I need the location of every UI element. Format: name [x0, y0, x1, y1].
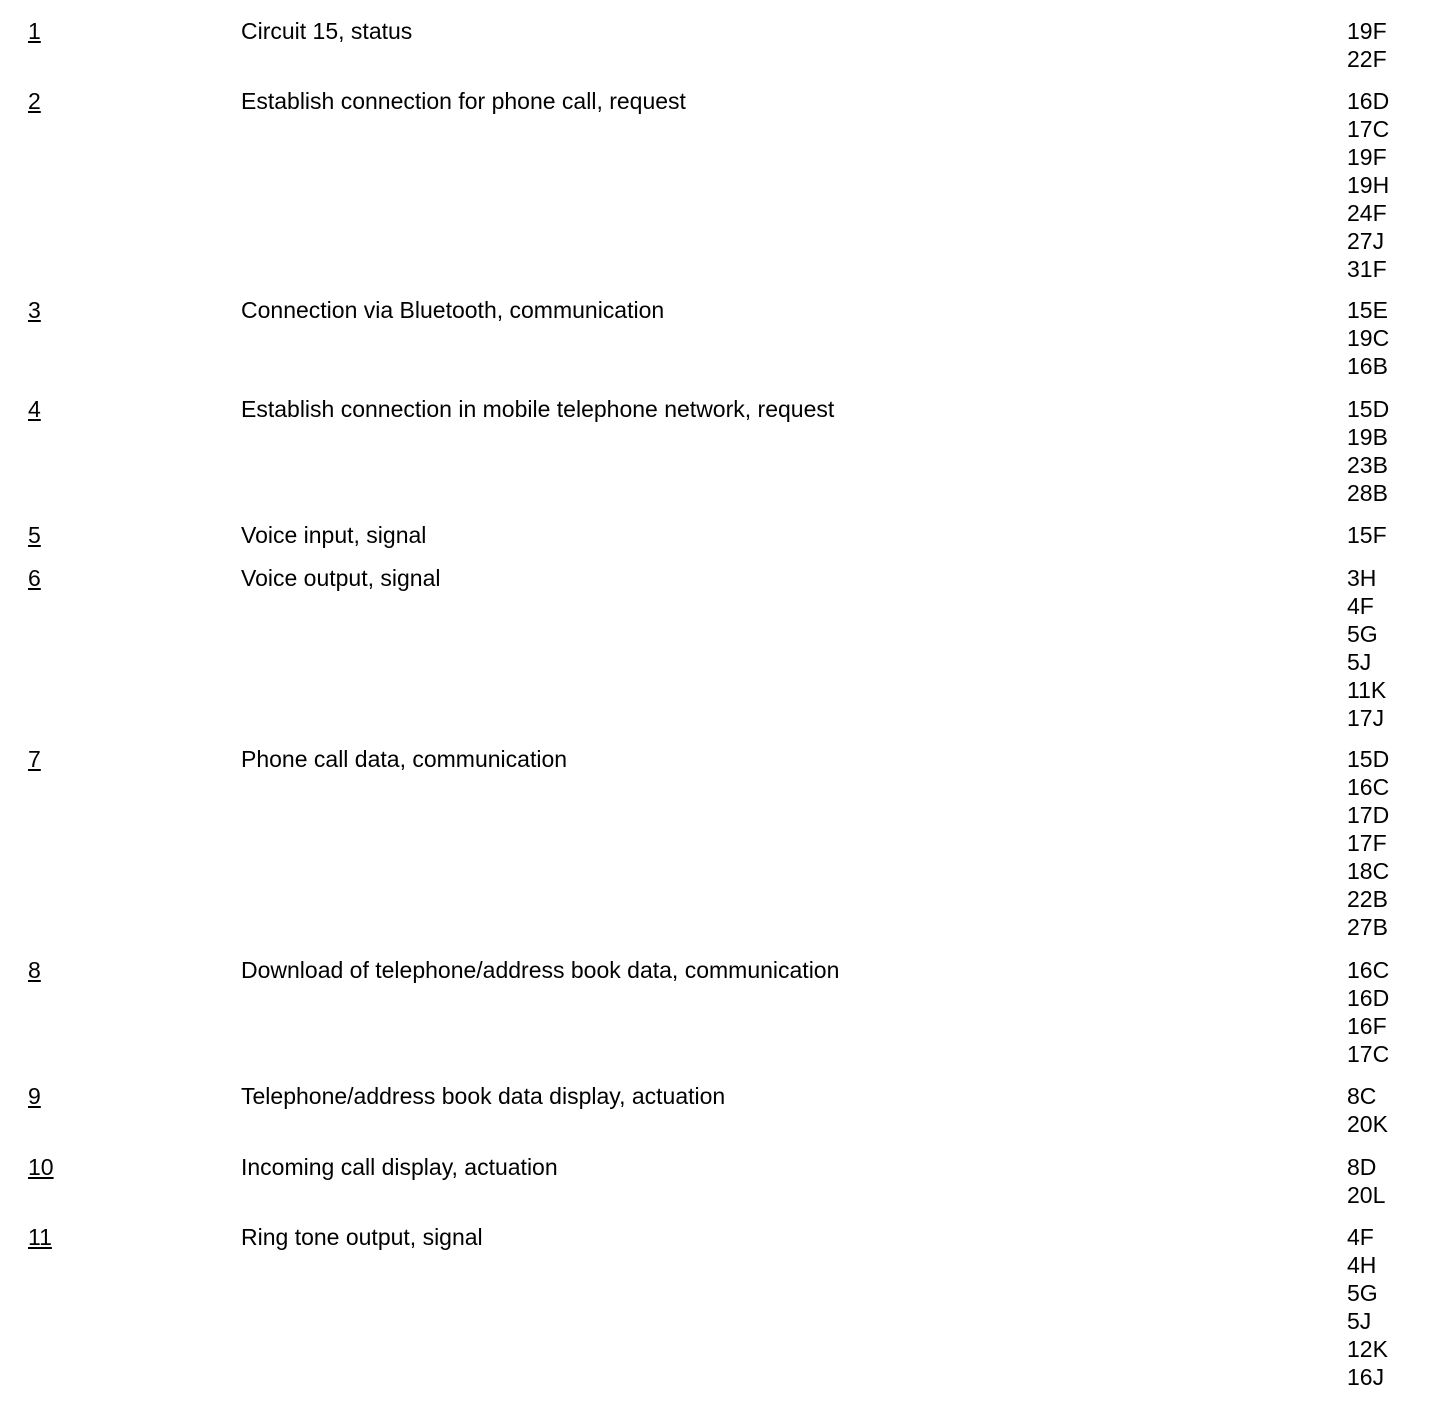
entry-number: 6	[28, 565, 41, 591]
entry-references	[1347, 395, 1389, 507]
entry-reference: 18C	[1347, 858, 1390, 884]
entry-references	[1347, 296, 1389, 380]
entry-reference: 19C	[1347, 325, 1390, 351]
entry-description: Phone call data, communication	[241, 746, 568, 772]
entry-references	[1347, 1082, 1388, 1138]
entry-number: 9	[28, 1083, 41, 1109]
entry-references	[1347, 1223, 1388, 1391]
entry-references	[1347, 1153, 1385, 1209]
entry-reference: 12K	[1347, 1336, 1388, 1362]
entry-references	[1347, 745, 1389, 941]
entry-reference: 8C	[1347, 1083, 1377, 1109]
entry-reference: 22B	[1347, 886, 1388, 912]
entry-reference: 16C	[1347, 774, 1390, 800]
entry-number: 5	[28, 522, 41, 548]
entry-description: Ring tone output, signal	[241, 1224, 483, 1250]
entry-number: 7	[28, 746, 41, 772]
entry-references	[1347, 521, 1387, 549]
entry-description: Telephone/address book data display, actuation	[241, 1083, 726, 1109]
entry-reference: 15D	[1347, 396, 1390, 422]
entry-reference: 17J	[1347, 705, 1385, 731]
entry-number: 3	[28, 297, 41, 323]
entry-references	[1347, 87, 1389, 283]
entry-reference: 19B	[1347, 424, 1388, 450]
entry-reference: 15E	[1347, 297, 1388, 323]
entry-reference: 4F	[1347, 593, 1374, 619]
entry-reference: 17F	[1347, 830, 1387, 856]
entry-reference: 17C	[1347, 1041, 1390, 1067]
entry-description: Circuit 15, status	[241, 18, 413, 44]
entry-references	[1347, 17, 1387, 73]
entry-reference: 3H	[1347, 565, 1377, 591]
entry-reference: 23B	[1347, 452, 1388, 478]
entry-reference: 17D	[1347, 802, 1390, 828]
entry-number: 4	[28, 396, 41, 422]
entry-number: 11	[28, 1224, 52, 1250]
entry-reference: 19H	[1347, 172, 1390, 198]
entry-description: Establish connection in mobile telephone network, request	[241, 396, 835, 422]
entry-description: Voice output, signal	[241, 565, 441, 591]
entry-number: 2	[28, 88, 41, 114]
entry-reference: 31F	[1347, 256, 1387, 282]
entry-reference: 17C	[1347, 116, 1390, 142]
entry-reference: 16J	[1347, 1364, 1385, 1390]
entry-reference: 5G	[1347, 621, 1378, 647]
entry-reference: 16D	[1347, 88, 1390, 114]
entry-reference: 15D	[1347, 746, 1390, 772]
entry-reference: 4H	[1347, 1252, 1377, 1278]
entry-number: 1	[28, 18, 41, 44]
entry-reference: 5G	[1347, 1280, 1378, 1306]
entry-number: 10	[28, 1154, 54, 1180]
entry-reference: 16F	[1347, 1013, 1387, 1039]
entry-reference: 8D	[1347, 1154, 1377, 1180]
entry-reference: 28B	[1347, 480, 1388, 506]
entry-description: Establish connection for phone call, request	[241, 88, 686, 114]
entry-description: Incoming call display, actuation	[241, 1154, 558, 1180]
entry-reference: 5J	[1347, 1308, 1372, 1334]
entry-reference: 5J	[1347, 649, 1372, 675]
entry-reference: 27J	[1347, 228, 1385, 254]
entry-description: Voice input, signal	[241, 522, 427, 548]
entry-description: Connection via Bluetooth, communication	[241, 297, 665, 323]
entry-reference: 19F	[1347, 18, 1387, 44]
entry-reference: 11K	[1347, 677, 1387, 703]
entry-reference: 20K	[1347, 1111, 1388, 1137]
entry-reference: 27B	[1347, 914, 1388, 940]
entry-references	[1347, 956, 1389, 1068]
entry-reference: 15F	[1347, 522, 1387, 548]
entry-reference: 4F	[1347, 1224, 1374, 1250]
entry-reference: 16B	[1347, 353, 1388, 379]
entry-reference: 19F	[1347, 144, 1387, 170]
entry-references	[1347, 564, 1386, 732]
entry-reference: 16C	[1347, 957, 1390, 983]
entry-reference: 22F	[1347, 46, 1387, 72]
entry-description: Download of telephone/address book data, communication	[241, 957, 840, 983]
entry-reference: 20L	[1347, 1182, 1386, 1208]
entry-reference: 16D	[1347, 985, 1390, 1011]
entry-number: 8	[28, 957, 41, 983]
entry-reference: 24F	[1347, 200, 1387, 226]
